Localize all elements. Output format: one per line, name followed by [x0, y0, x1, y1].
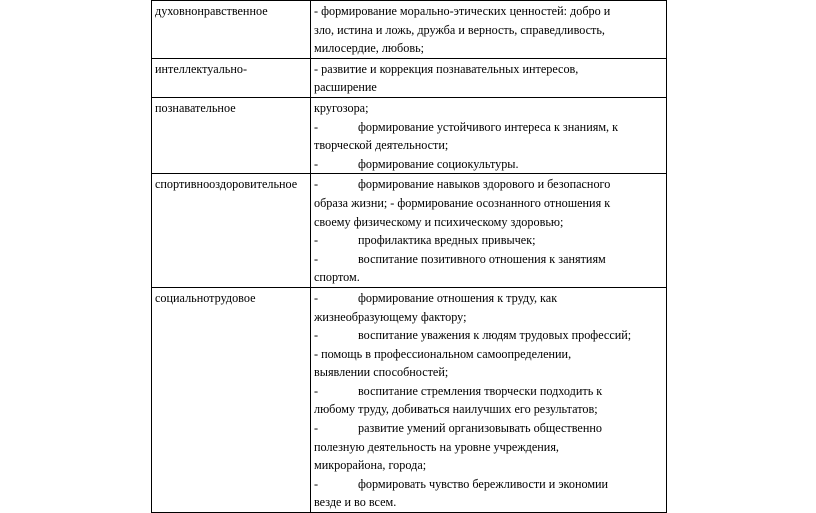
- bullet-dash: -: [314, 156, 319, 171]
- direction-name-cell: [152, 97, 311, 173]
- content-line: любому труду, добиваться наилучших его результатов;: [314, 402, 598, 417]
- bullet-dash: -: [314, 328, 319, 343]
- direction-content-cell: [311, 97, 667, 173]
- direction-content-cell: [311, 58, 667, 97]
- content-line: творческой деятельности;: [314, 138, 449, 153]
- table-row: [152, 58, 667, 97]
- content-line: [314, 419, 663, 438]
- content-line: кругозора;: [314, 100, 369, 115]
- content-line: образа жизни; - формирование осознанного отношения к: [314, 195, 611, 210]
- bullet-text: формирование навыков здорового и безопасного: [358, 177, 611, 192]
- bullet-dash: -: [314, 421, 319, 436]
- bullet-text: формирование отношения к труду, как: [358, 290, 558, 305]
- content-line: [314, 175, 663, 194]
- direction-name: познавательное: [155, 100, 236, 115]
- direction-name-cell: [152, 287, 311, 512]
- table-row: [152, 174, 667, 288]
- content-line: - помощь в профессиональном самоопределении,: [314, 346, 572, 361]
- table-row: [152, 97, 667, 173]
- content-line: [314, 118, 663, 137]
- direction-name-cell: [152, 174, 311, 288]
- bullet-dash: -: [314, 476, 319, 491]
- content-line: [314, 289, 663, 308]
- content-line: - формирование морально-этических ценностей: добро и: [314, 4, 611, 18]
- bullet-text: формировать чувство бережливости и экономии: [358, 476, 609, 491]
- bullet-dash: -: [314, 251, 319, 266]
- direction-content-cell: [311, 287, 667, 512]
- direction-name: спортивнооздоровительное: [155, 177, 298, 192]
- direction-name-cell: [152, 58, 311, 97]
- bullet-dash: -: [314, 383, 319, 398]
- direction-content-cell: [311, 1, 667, 59]
- content-line: [314, 155, 663, 174]
- bullet-dash: -: [314, 119, 319, 134]
- content-line: полезную деятельность на уровне учреждения,: [314, 439, 559, 454]
- content-line: [314, 250, 663, 269]
- direction-name: духовнонравственное: [155, 4, 268, 18]
- content-line: [314, 326, 663, 345]
- bullet-text: формирование социокультуры.: [358, 156, 519, 171]
- bullet-text: профилактика вредных привычек;: [358, 233, 536, 248]
- table-row: [152, 1, 667, 59]
- bullet-text: развитие умений организовывать общественно: [358, 421, 602, 436]
- direction-content-cell: [311, 174, 667, 288]
- bullet-text: воспитание позитивного отношения к занятиям: [358, 251, 606, 266]
- content-line: [314, 231, 663, 250]
- table-row: [152, 287, 667, 512]
- bullet-dash: -: [314, 177, 319, 192]
- direction-name: интеллектуально-: [155, 61, 248, 76]
- content-line: милосердие, любовь;: [314, 41, 425, 56]
- content-line: спортом.: [314, 270, 360, 285]
- content-line: своему физическому и психическому здоровью;: [314, 214, 564, 229]
- bullet-text: формирование устойчивого интереса к знаниям, к: [358, 119, 619, 134]
- bullet-text: воспитание уважения к людям трудовых профессий;: [358, 328, 632, 343]
- directions-table: [151, 0, 667, 513]
- content-line: выявлении способностей;: [314, 365, 449, 380]
- bullet-dash: -: [314, 290, 319, 305]
- content-line: [314, 475, 663, 494]
- content-line: жизнеобразующему фактору;: [314, 309, 467, 324]
- content-line: микрорайона, города;: [314, 458, 427, 473]
- direction-name-cell: [152, 1, 311, 59]
- content-line: расширение: [314, 80, 377, 95]
- content-line: зло, истина и ложь, дружба и верность, справедливость,: [314, 22, 605, 37]
- content-line: [314, 382, 663, 401]
- bullet-dash: -: [314, 233, 319, 248]
- bullet-text: воспитание стремления творчески подходить к: [358, 383, 603, 398]
- content-line: везде и во всем.: [314, 495, 397, 510]
- content-line: - развитие и коррекция познавательных интересов,: [314, 61, 579, 76]
- direction-name: социальнотрудовое: [155, 290, 256, 305]
